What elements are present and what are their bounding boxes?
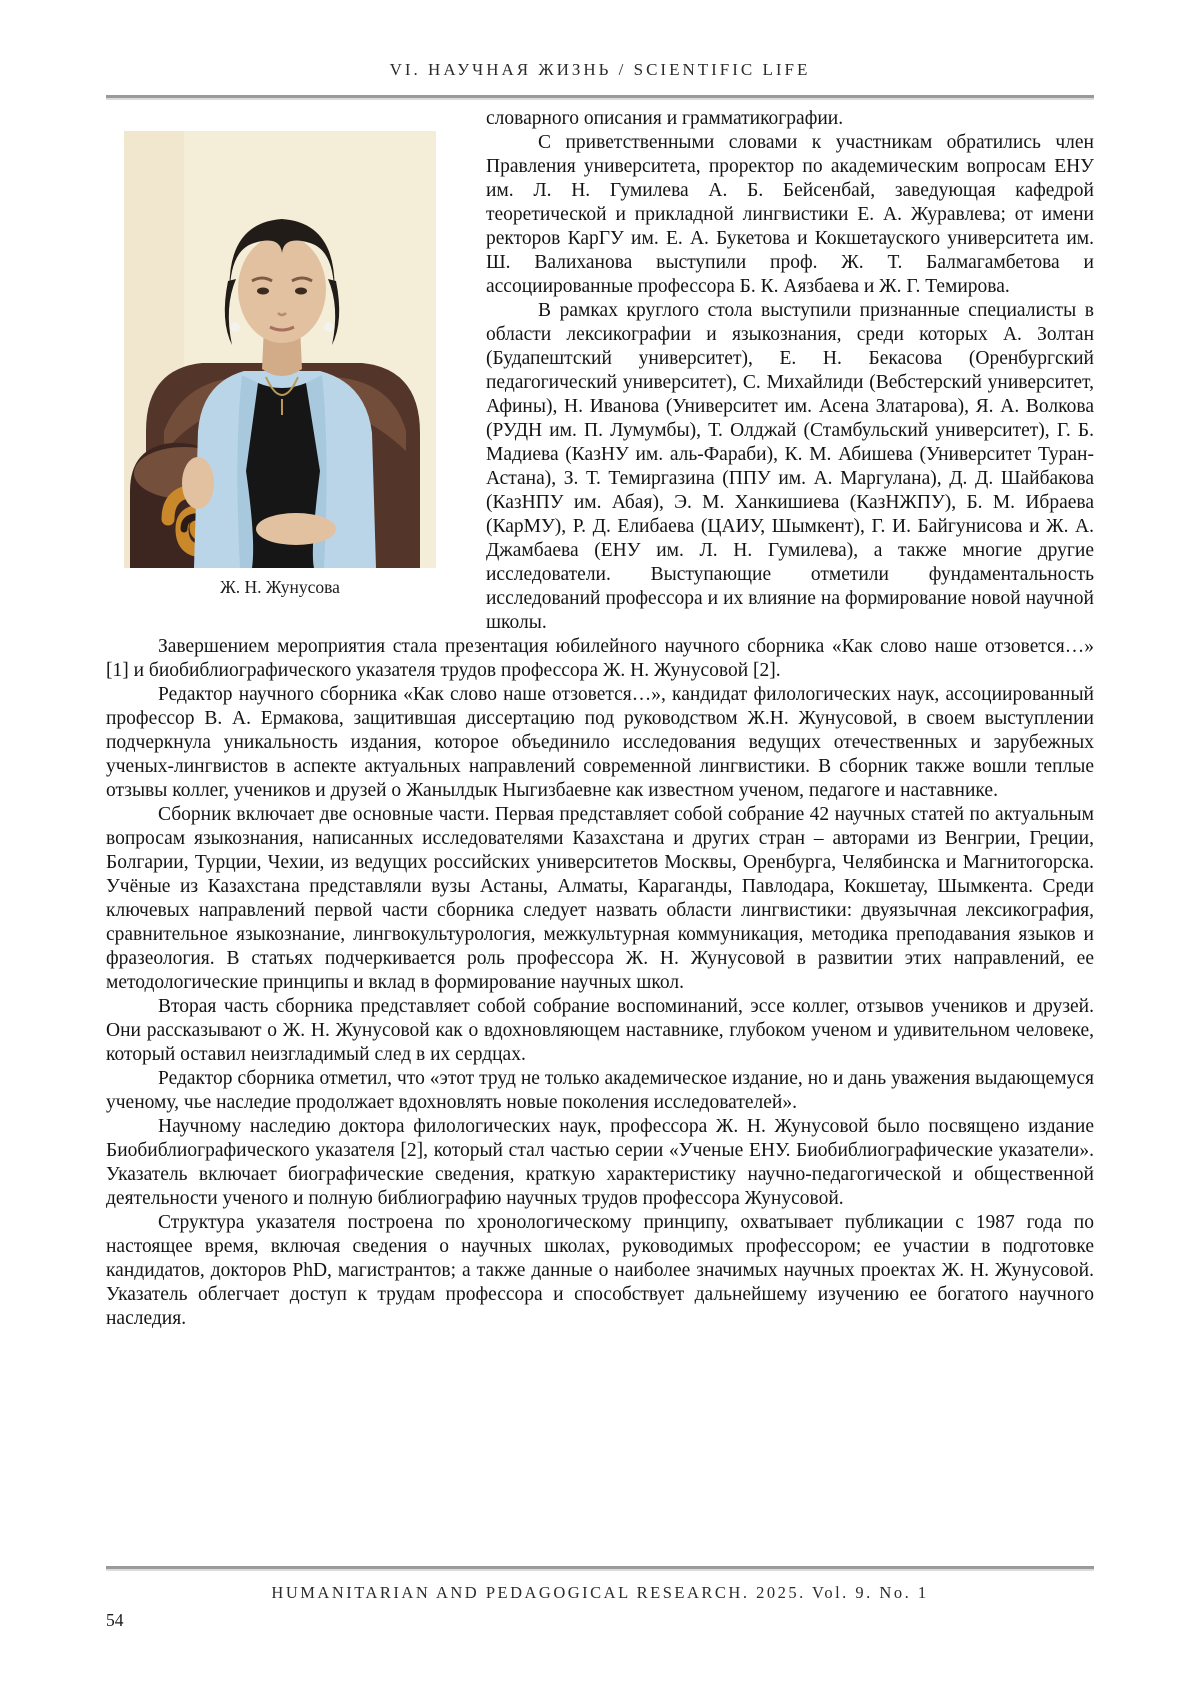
paragraph: Структура указателя построена по хронологическому принципу, охватывает публикации с 1987 года по настоящее время, включая сведения о научных школах, руководимых профессором; ее участии в подготовке кандидатов, докторов PhD, магистрантов; а также данные о наиболее значимых научных проектах Ж. Н. Жунусовой. Указатель облегчает доступ к трудам профессора и способствует дальнейшему изучению ее богатого научного наследия. <box>106 1212 1094 1329</box>
hand-left <box>182 457 214 509</box>
page-header <box>106 0 1094 100</box>
article-body <box>106 107 1094 1331</box>
page-number: 54 <box>106 1610 124 1630</box>
paragraph: Сборник включает две основные части. Первая представляет собой собрание 42 научных статей по актуальным вопросам языкознания, написанных исследователями Казахстана и других стран – авторами из Венгрии, Греции, Болгарии, Турции, Чехии, из ведущих российских университетов Москвы, Оренбурга, Челябинска и Магнитогорска. Учёные из Казахстана представляли вузы Астаны, Алматы, Караганды, Павлодара, Кокшетау, Шымкента. Среди ключевых направлений первой части сборника следует назвать области лингвистики: двуязычная лексикография, сравнительное языкознание, лингвокультурология, межкультурная коммуникация, методика преподавания языков и фразеология. В статьях подчеркивается роль профессора Ж. Н. Жунусовой в развитии этих направлений, ее методологические принципы и вклад в формирование научных школ. <box>106 804 1094 993</box>
paragraph: Научному наследию доктора филологических наук, профессора Ж. Н. Жунусовой было посвящено издание Биобиблиографического указателя [2], который стал частью серии «Ученые ЕНУ. Биобиблиографические указатели». Указатель включает биографические сведения, краткую характеристику научно-педагогической и общественной деятельности ученого и полную библиографию научных трудов профессора Жунусовой. <box>106 1116 1094 1209</box>
footer-rule <box>106 1566 1094 1571</box>
portrait-photo <box>124 131 436 568</box>
running-head: VI. НАУЧНАЯ ЖИЗНЬ / SCIENTIFIC LIFE <box>389 60 811 79</box>
page-footer <box>106 1566 1094 1631</box>
paragraph: Редактор сборника отметил, что «этот труд не только академическое издание, но и дань уважения выдающемуся ученому, чье наследие продолжает вдохновлять новые поколения исследователей». <box>106 1068 1094 1113</box>
paragraph: словарного описания и грамматикографии. <box>486 108 844 129</box>
paragraph: С приветственными словами к участникам обратились член Правления университета, проректор по академическим вопросам ЕНУ им. Л. Н. Гумилева А. Б. Бейсенбай, заведующая кафедрой теоретической и прикладной лингвистики Е. А. Журавлева; от имени ректоров КарГУ им. Е. А. Букетова и Кокшетауского университета им. Ш. Валиханова выступили проф. Ж. Т. Балмагамбетова и ассоциированные профессора Б. К. Аязбаева и Ж. Г. Темирова. <box>486 132 1094 297</box>
photo-caption: Ж. Н. Жунусова <box>220 577 340 597</box>
paragraph: Вторая часть сборника представляет собой собрание воспоминаний, эссе коллег, отзывов учеников и друзей. Они рассказывают о Ж. Н. Жунусовой как о вдохновляющем наставнике, глубоком ученом и удивительном человеке, который оставил неизгладимый след в их сердцах. <box>106 996 1094 1065</box>
earring-left <box>230 322 240 332</box>
eye-left <box>257 288 269 295</box>
paragraph: Редактор научного сборника «Как слово наше отзовется…», кандидат филологических наук, ассоциированный профессор В. А. Ермакова, защитившая диссертацию под руководством Ж.Н. Жунусовой, в своем выступлении подчеркнула уникальность издания, которое объединило исследования ведущих отечественных и зарубежных ученых-лингвистов в аспекте актуальных направлений современной лингвистики. В сборник также вошли теплые отзывы коллег, учеников и друзей о Жанылдык Ныгизбаевне как известном ученом, педагоге и наставнике. <box>106 684 1094 801</box>
eye-right <box>295 288 307 295</box>
paragraph: Завершением мероприятия стала презентация юбилейного научного сборника «Как слово наше отзовется…» [1] и биобиблиографического указателя трудов профессора Ж. Н. Жунусовой [2]. <box>106 636 1094 681</box>
hand-right <box>256 513 336 545</box>
paragraph: В рамках круглого стола выступили признанные специалисты в области лексикографии и языкознания, среди которых А. Золтан (Будапештский университет), Е. Н. Бекасова (Оренбургский педагогический университет), С. Михайлиди (Вебстерский университет, Афины), Н. Иванова (Университет им. Асена Златарова), Я. А. Волкова (РУДН им. П. Лумумбы), Т. Олджай (Стамбульский университет), Г. Б. Мадиева (КазНУ им. аль-Фараби), К. М. Абишева (Университет Туран-Астана), З. Т. Темиргазина (ППУ им. А. Маргулана), Д. Д. Шайбакова (КазНПУ им. Абая), Э. М. Ханкишиева (КазНЖПУ), Б. М. Ибраева (КарМУ), Р. Д. Елибаева (ЦАИУ, Шымкент), Г. И. Байгунисова и Ж. А. Джамбаева (ЕНУ им. Л. Н. Гумилева), а также многие другие исследователи. Выступающие отметили фундаментальность исследований профессора и их влияние на формирование новой научной школы. <box>486 300 1094 633</box>
earring-right <box>324 322 334 332</box>
header-rule <box>106 95 1094 100</box>
journal-line: HUMANITARIAN AND PEDAGOGICAL RESEARCH. 2025. Vol. 9. No. 1 <box>271 1583 929 1602</box>
portrait-figure <box>124 131 436 599</box>
